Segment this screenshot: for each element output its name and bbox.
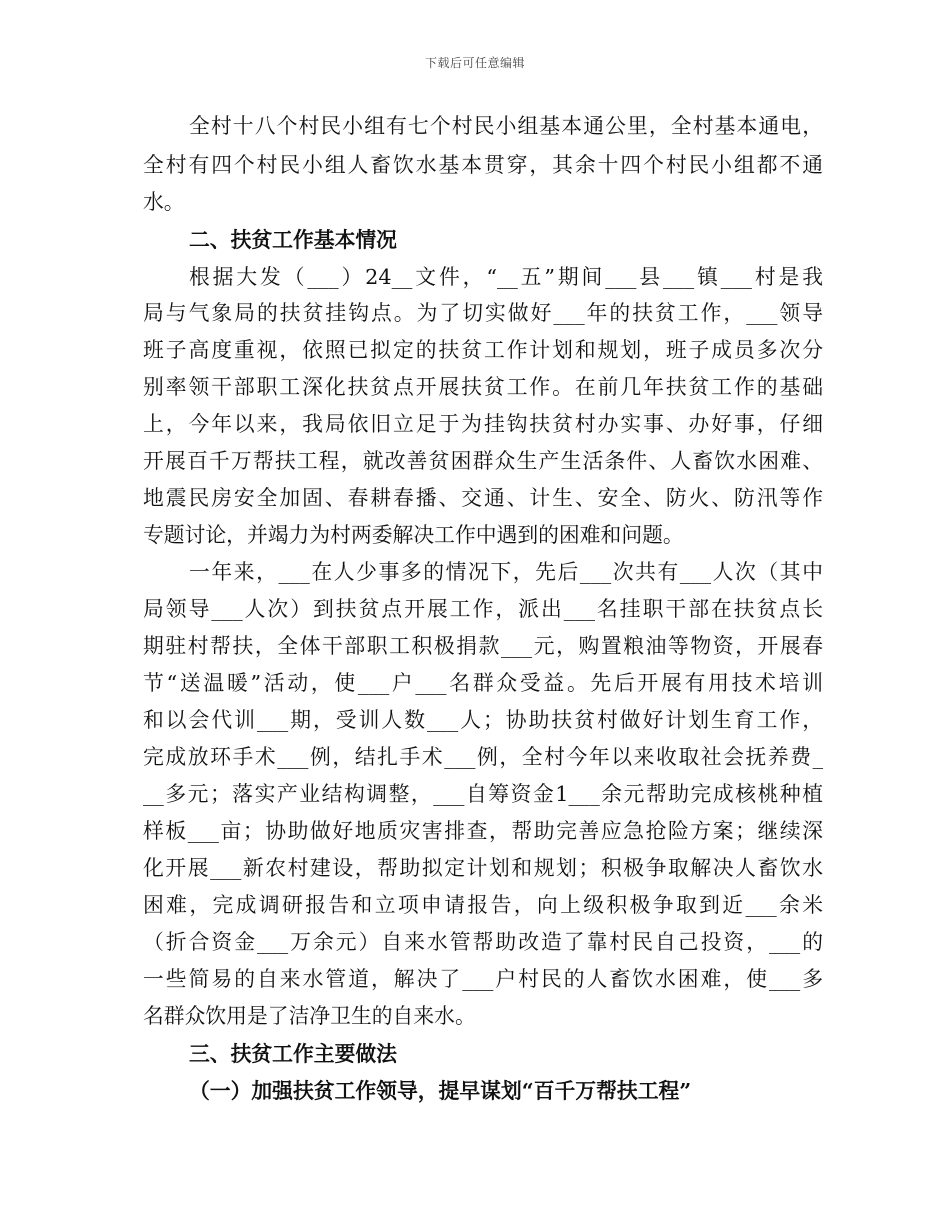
paragraph-line: 专题讨论，并竭力为村两委解决工作中遇到的困难和问题。 bbox=[143, 523, 684, 547]
paragraph-line: 一年来，___在人少事多的情况下，先后___次共有___人次（其中 bbox=[189, 560, 823, 584]
paragraph-line: 期驻村帮扶，全体干部职工积极捐款___元，购置粮油等物资，开展春 bbox=[143, 634, 823, 658]
paragraph-line: 地震民房安全加固、春耕春播、交通、计生、安全、防火、防汛等作 bbox=[143, 486, 823, 510]
paragraph-line: 全村十八个村民小组有七个村民小组基本通公里，全村基本通电， bbox=[189, 114, 823, 138]
paragraph-line: 局领导___人次）到扶贫点开展工作，派出___名挂职干部在扶贫点长 bbox=[143, 597, 823, 621]
paragraph-line: （折合资金___万余元）自来水管帮助改造了靠村民自己投资，___的 bbox=[143, 930, 823, 954]
paragraph-line: 水。 bbox=[143, 190, 185, 214]
paragraph-line: 开展百千万帮扶工程，就改善贫困群众生产生活条件、人畜饮水困难、 bbox=[143, 449, 823, 473]
paragraph-line: 上，今年以来，我局依旧立足于为挂钩扶贫村办实事、办好事，仔细 bbox=[143, 412, 823, 436]
paragraph-line: 节“送温暖”活动，使___户___名群众受益。先后开展有用技术培训 bbox=[143, 671, 823, 695]
subsection-heading: （一）加强扶贫工作领导，提早谋划“百千万帮扶工程” bbox=[189, 1078, 692, 1103]
paragraph-line: 班子高度重视，依照已拟定的扶贫工作计划和规划，班子成员多次分 bbox=[143, 338, 823, 362]
paragraph-line: 困难，完成调研报告和立项申请报告，向上级积极争取到近___余米 bbox=[143, 893, 823, 917]
paragraph-line: 局与气象局的扶贫挂钩点。为了切实做好___年的扶贫工作，___领导 bbox=[143, 301, 823, 325]
section-heading: 三、扶贫工作主要做法 bbox=[189, 1041, 397, 1066]
paragraph-line: 一些简易的自来水管道，解决了___户村民的人畜饮水困难，使___多 bbox=[143, 967, 823, 991]
paragraph-line: 样板___亩；协助做好地质灾害排查，帮助完善应急抢险方案；继续深 bbox=[143, 819, 823, 843]
paragraph-line: 别率领干部职工深化扶贫点开展扶贫工作。在前几年扶贫工作的基础 bbox=[143, 375, 823, 399]
paragraph-line: 和以会代训___期，受训人数___人；协助扶贫村做好计划生育工作， bbox=[143, 708, 823, 732]
paragraph-line: 名群众饮用是了洁净卫生的自来水。 bbox=[143, 1004, 476, 1028]
section-heading: 二、扶贫工作基本情况 bbox=[189, 227, 397, 252]
paragraph-line: __多元；落实产业结构调整，___自筹资金1___余元帮助完成核桃种植 bbox=[143, 782, 823, 806]
page-header: 下载后可任意编辑 bbox=[424, 56, 525, 70]
paragraph-line: 全村有四个村民小组人畜饮水基本贯穿，其余十四个村民小组都不通 bbox=[143, 153, 823, 177]
paragraph-line: 根据大发（___）24__文件，“__五”期间___县___镇___村是我 bbox=[189, 265, 823, 289]
paragraph-line: 化开展___新农村建设，帮助拟定计划和规划；积极争取解决人畜饮水 bbox=[143, 856, 823, 880]
paragraph-line: 完成放环手术___例，结扎手术___例，全村今年以来收取社会抚养费_ bbox=[143, 745, 823, 769]
